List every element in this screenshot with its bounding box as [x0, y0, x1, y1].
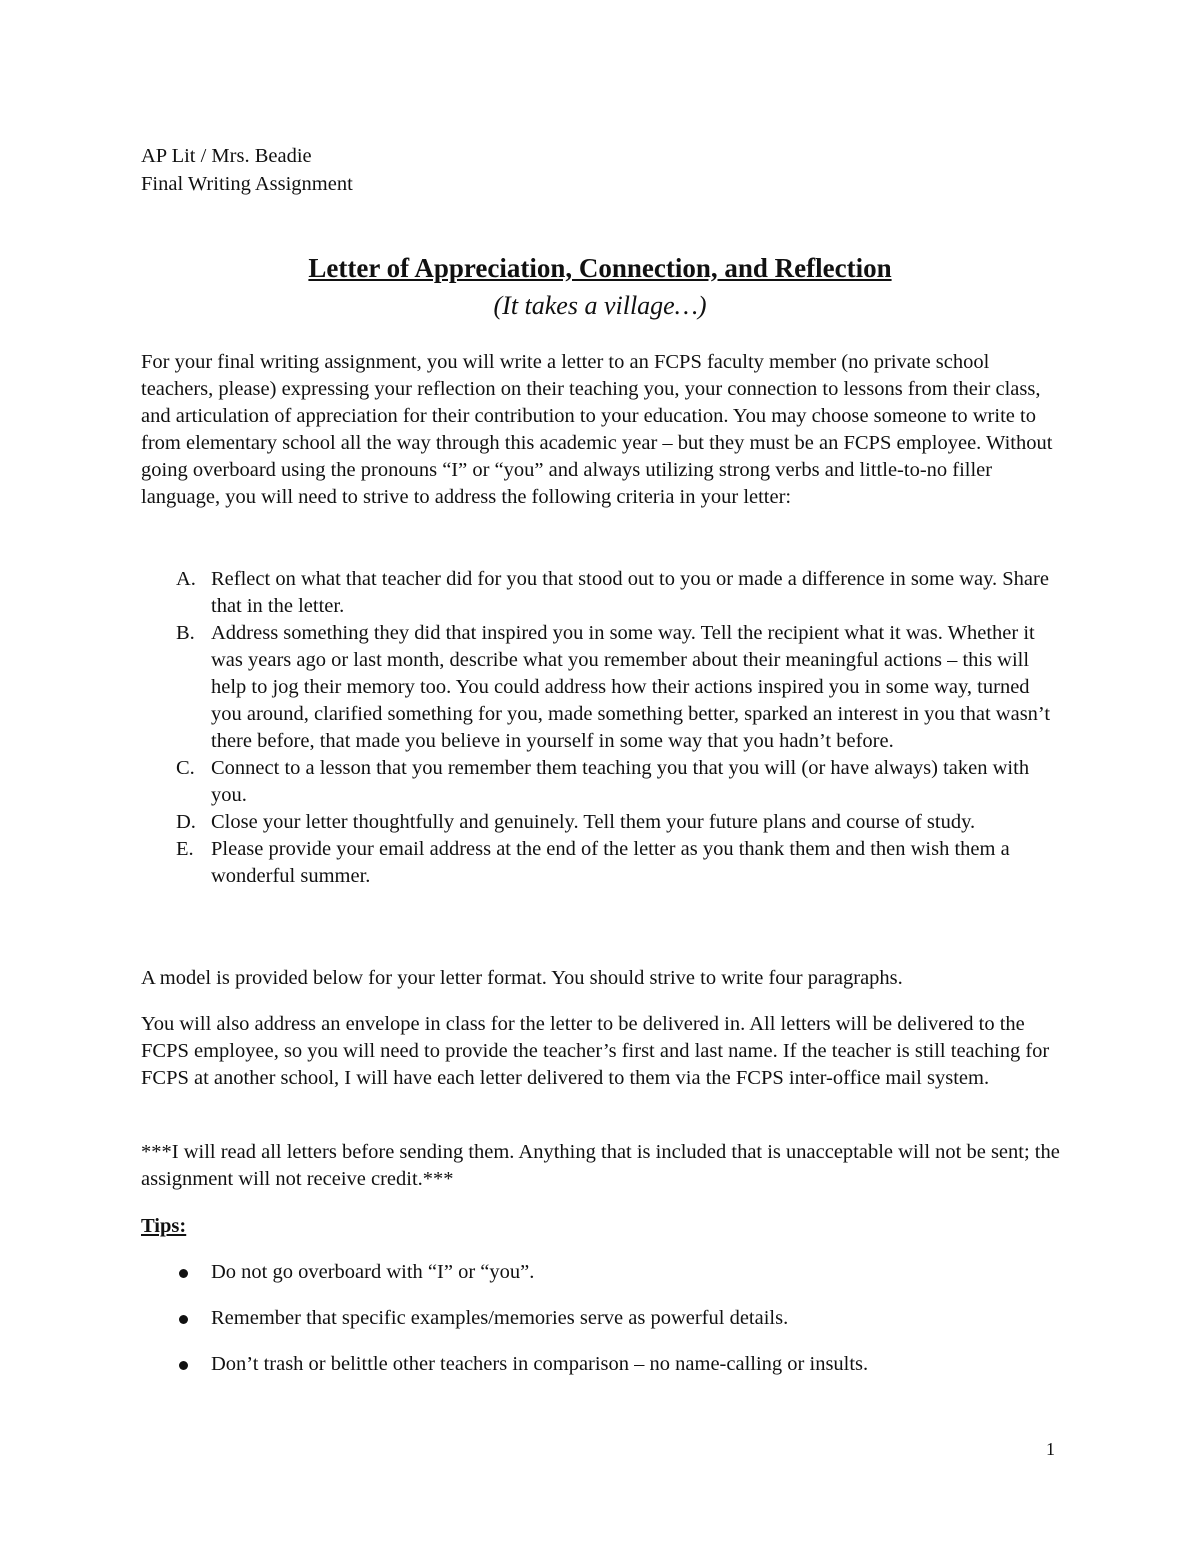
tips-list — [141, 1259, 1061, 1397]
criterion-text: Connect to a lesson that you remember them teaching you that you will (or have always) taken with you. — [211, 757, 1030, 806]
criterion-letter: E. — [176, 838, 194, 860]
criteria-list — [141, 566, 1061, 890]
page-number: 1 — [1046, 1439, 1055, 1459]
criterion-letter: B. — [176, 622, 195, 644]
intro-paragraph: For your final writing assignment, you will write a letter to an FCPS faculty member (no private school teachers, please) expressing your reflection on their teaching you, your connection to lessons from their class, and articulation of appreciation for their contribution to your education. You may choose someone to write to from elementary school all the way through this academic year – but they must be an FCPS employee. Without going overboard using the pronouns “I” or “you” and always utilizing strong verbs and little-to-no filler language, you will need to strive to address the following criteria in your letter: — [141, 351, 1053, 508]
document-header — [141, 142, 353, 198]
warning-paragraph: ***I will read all letters before sending them. Anything that is included that is unacceptable will not be sent; the assignment will not receive credit.*** — [141, 1141, 1060, 1190]
tip-text: Don’t trash or belittle other teachers in comparison – no name-calling or insults. — [211, 1353, 869, 1375]
criterion-item — [141, 566, 1061, 620]
criterion-item — [141, 620, 1061, 755]
bullet-icon — [141, 1259, 211, 1286]
criterion-item — [141, 755, 1061, 809]
tip-text: Remember that specific examples/memories serve as powerful details. — [211, 1307, 789, 1329]
criterion-text: Close your letter thoughtfully and genuinely. Tell them your future plans and course of study. — [211, 811, 976, 833]
course-line: AP Lit / Mrs. Beadie — [141, 145, 312, 167]
document-subtitle: (It takes a village…) — [493, 291, 707, 320]
tip-text: Do not go overboard with “I” or “you”. — [211, 1261, 535, 1283]
criterion-letter: C. — [176, 757, 195, 779]
tip-item — [141, 1259, 1061, 1286]
envelope-paragraph: You will also address an envelope in class for the letter to be delivered in. All letters will be delivered to the FCPS employee, so you will need to provide the teacher’s first and last name. If the teacher is still teaching for FCPS at another school, I will have each letter delivered to them via the FCPS inter-office mail system. — [141, 1013, 1050, 1089]
tip-item — [141, 1305, 1061, 1332]
criterion-text: Reflect on what that teacher did for you that stood out to you or made a difference in some way. Share that in the letter. — [211, 568, 1049, 617]
criterion-letter: A. — [176, 568, 196, 590]
bullet-icon — [141, 1351, 211, 1378]
assignment-line: Final Writing Assignment — [141, 173, 353, 195]
tip-item — [141, 1351, 1061, 1378]
criterion-item — [141, 836, 1061, 890]
criterion-text: Address something they did that inspired you in some way. Tell the recipient what it was. Whether it was years ago or last month, describe what you remember about their meaningful actions – this will help to jog their memory too. You could address how their actions inspired you in some way, turned you around, clarified something for you, made something better, sparked an interest in you that wasn’t there before, that made you believe in yourself in some way that you hadn’t before. — [211, 622, 1051, 752]
criterion-letter: D. — [176, 811, 196, 833]
model-paragraph: A model is provided below for your letter format. You should strive to write four paragraphs. — [141, 967, 903, 989]
criterion-text: Please provide your email address at the end of the letter as you thank them and then wish them a wonderful summer. — [211, 838, 1010, 887]
tips-heading: Tips: — [141, 1215, 187, 1237]
bullet-icon — [141, 1305, 211, 1332]
criterion-item — [141, 809, 1061, 836]
document-title: Letter of Appreciation, Connection, and Reflection — [308, 253, 892, 283]
